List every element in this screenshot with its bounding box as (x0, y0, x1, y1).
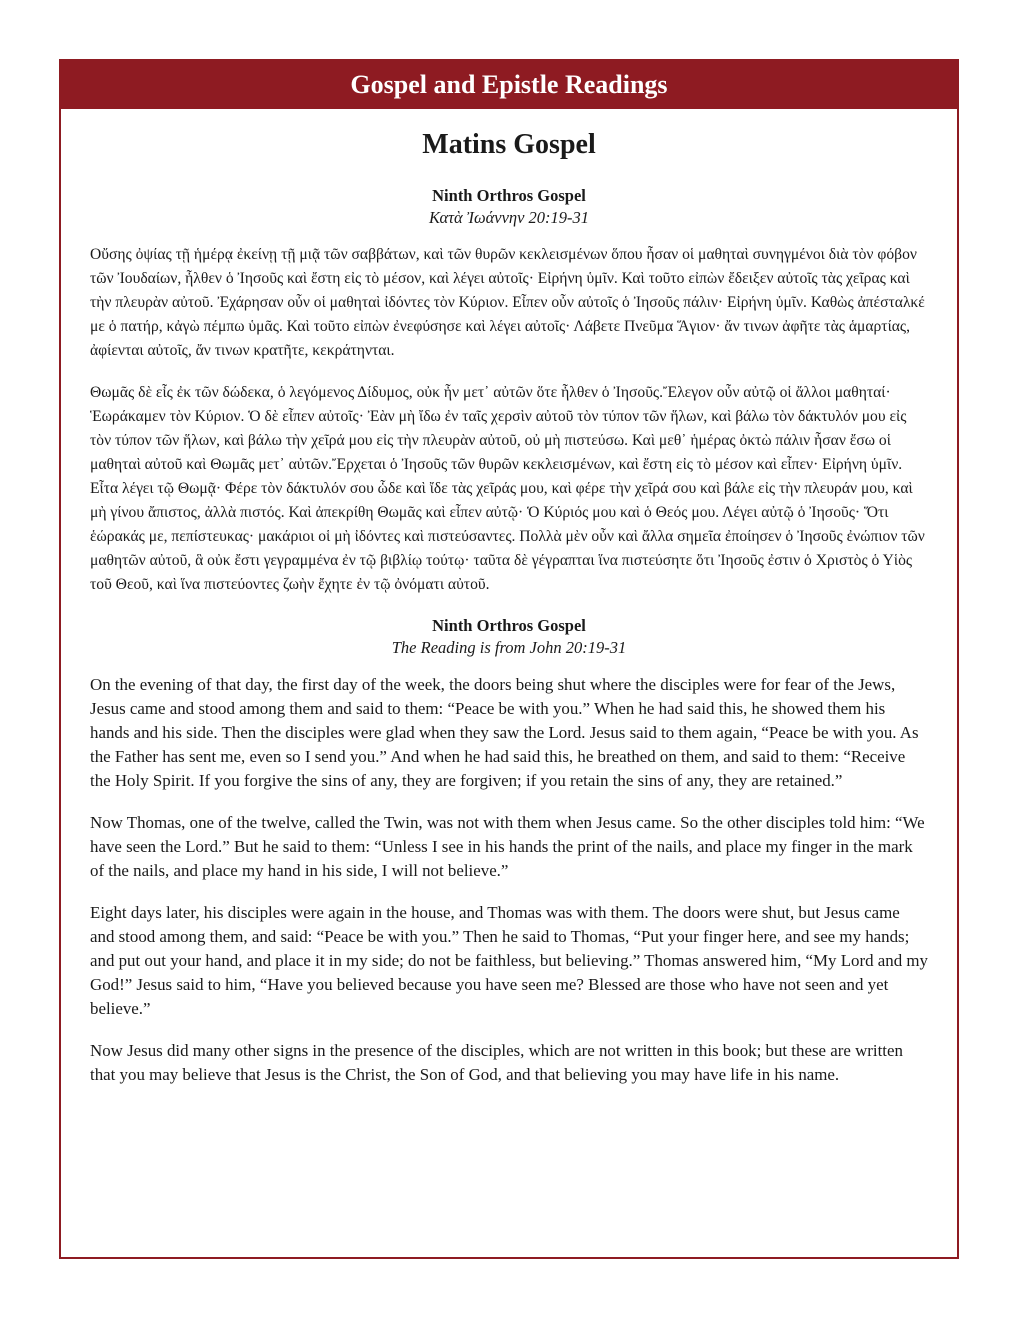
greek-reading-heading (90, 185, 928, 229)
english-reading-reference: The Reading is from John 20:19-31 (391, 638, 627, 657)
greek-paragraph-1: Οὔσης ὀψίας τῇ ἡμέρᾳ ἐκείνῃ τῇ μιᾷ τῶν σαββάτων, καὶ τῶν θυρῶν κεκλεισμένων ὅπου ἦσαν οἱ μαθηταὶ συνηγμένοι διὰ τὸν φόβον τῶν Ἰουδαίων, ἦλθεν ὁ Ἰησοῦς καὶ ἔστη εἰς τὸ μέσον, καὶ λέγει αὐτοῖς· Εἰρήνη ὑμῖν. Καὶ τοῦτο εἰπὼν ἔδειξεν αὐτοῖς τὰς χεῖρας καὶ τὴν πλευρὰν αὐτοῦ. Ἐχάρησαν οὖν οἱ μαθηταὶ ἰδόντες τὸν Κύριον. Εἶπεν οὖν αὐτοῖς ὁ Ἰησοῦς πάλιν· Εἰρήνη ὑμῖν. Καθὼς ἀπέσταλκέ με ὁ πατήρ, κἀγὼ πέμπω ὑμᾶς. Καὶ τοῦτο εἰπὼν ἐνεφύσησε καὶ λέγει αὐτοῖς· Λάβετε Πνεῦμα Ἅγιον· ἄν τινων ἀφῆτε τὰς ἁμαρτίας, ἀφίενται αὐτοῖς, ἄν τινων κρατῆτε, κεκράτηνται. (90, 246, 925, 359)
english-paragraph-2: Now Thomas, one of the twelve, called the Twin, was not with them when Jesus came. So the other disciples told him: “We have seen the Lord.” But he said to them: “Unless I see in his hands the print of the nails, and place my finger in the mark of the nails, and place my hand in his side, I will not believe.” (90, 813, 925, 880)
page-content (61, 129, 957, 1087)
greek-paragraph-2: Θωμᾶς δὲ εἷς ἐκ τῶν δώδεκα, ὁ λεγόμενος Δίδυμος, οὐκ ἦν μετ᾽ αὐτῶν ὅτε ἦλθεν ὁ Ἰησοῦς.Ἔλεγον οὖν αὐτῷ οἱ ἄλλοι μαθηταί· Ἑωράκαμεν τὸν Κύριον. Ὁ δὲ εἶπεν αὐτοῖς· Ἐὰν μὴ ἴδω ἐν ταῖς χερσὶν αὐτοῦ τὸν τύπον τῶν ἥλων, καὶ βάλω τὸν δάκτυλόν μου εἰς τὸν τύπον τῶν ἥλων, καὶ βάλω τὴν χεῖρά μου εἰς τὴν πλευρὰν αὐτοῦ, οὐ μὴ πιστεύσω. Καὶ μεθ᾽ ἡμέρας ὀκτὼ πάλιν ἦσαν ἔσω οἱ μαθηταὶ αὐτοῦ καὶ Θωμᾶς μετ᾽ αὐτῶν.Ἔρχεται ὁ Ἰησοῦς τῶν θυρῶν κεκλεισμένων, καὶ ἔστη εἰς τὸ μέσον καὶ εἶπεν· Εἰρήνη ὑμῖν. Εἶτα λέγει τῷ Θωμᾷ· Φέρε τὸν δάκτυλόν σου ὧδε καὶ ἴδε τὰς χεῖράς μου, καὶ φέρε τὴν χεῖρά σου καὶ βάλε εἰς τὴν πλευράν μου, καὶ μὴ γίνου ἄπιστος, ἀλλὰ πιστός. Καὶ ἀπεκρίθη Θωμᾶς καὶ εἶπεν αὐτῷ· Ὁ Κύριός μου καὶ ὁ Θεός μου. Λέγει αὐτῷ ὁ Ἰησοῦς· Ὅτι ἑώρακάς με, πεπίστευκας· μακάριοι οἱ μὴ ἰδόντες καὶ πιστεύσαντες. Πολλὰ μὲν οὖν καὶ ἄλλα σημεῖα ἐποίησεν ὁ Ἰησοῦς ἐνώπιον τῶν μαθητῶν αὐτοῦ, ἃ οὐκ ἔστι γεγραμμένα ἐν τῷ βιβλίῳ τούτῳ· ταῦτα δὲ γέγραπται ἵνα πιστεύσητε ὅτι Ἰησοῦς ἐστιν ὁ Χριστὸς ὁ Υἱὸς τοῦ Θεοῦ, καὶ ἵνα πιστεύοντες ζωὴν ἔχητε ἐν τῷ ὀνόματι αὐτοῦ. (90, 384, 925, 593)
page-title: Matins Gospel (422, 129, 596, 160)
english-reading-heading (90, 615, 928, 659)
greek-reading-title: Ninth Orthros Gospel (432, 186, 586, 205)
greek-reading-reference: Κατὰ Ἰωάννην 20:19-31 (428, 208, 590, 227)
english-paragraph-4: Now Jesus did many other signs in the presence of the disciples, which are not written in this book; but these are written that you may believe that Jesus is the Christ, the Son of God, and that believing you may have life in his name. (90, 1041, 903, 1084)
english-reading-title: Ninth Orthros Gospel (432, 616, 586, 635)
page-frame (59, 59, 959, 1259)
english-paragraph-1: On the evening of that day, the first day of the week, the doors being shut where the disciples were for fear of the Jews, Jesus came and stood among them and said to them: “Peace be with you.” When he had said this, he showed them his hands and his side. Then the disciples were glad when they saw the Lord. Jesus said to them again, “Peace be with you. As the Father has sent me, even so I send you.” And when he had said this, he breathed on them, and said to them: “Receive the Holy Spirit. If you forgive the sins of any, they are forgiven; if you retain the sins of any, they are retained.” (90, 675, 919, 790)
section-banner: Gospel and Epistle Readings (61, 61, 957, 109)
english-paragraph-3: Eight days later, his disciples were again in the house, and Thomas was with them. The doors were shut, but Jesus came and stood among them, and said: “Peace be with you.” Then he said to Thomas, “Put your finger here, and see my hands; and put out your hand, and place it in my side; do not be faithless, but believing.” Thomas answered him, “My Lord and my God!” Jesus said to him, “Have you believed because you have seen me? Blessed are those who have not seen and yet believe.” (90, 903, 928, 1018)
